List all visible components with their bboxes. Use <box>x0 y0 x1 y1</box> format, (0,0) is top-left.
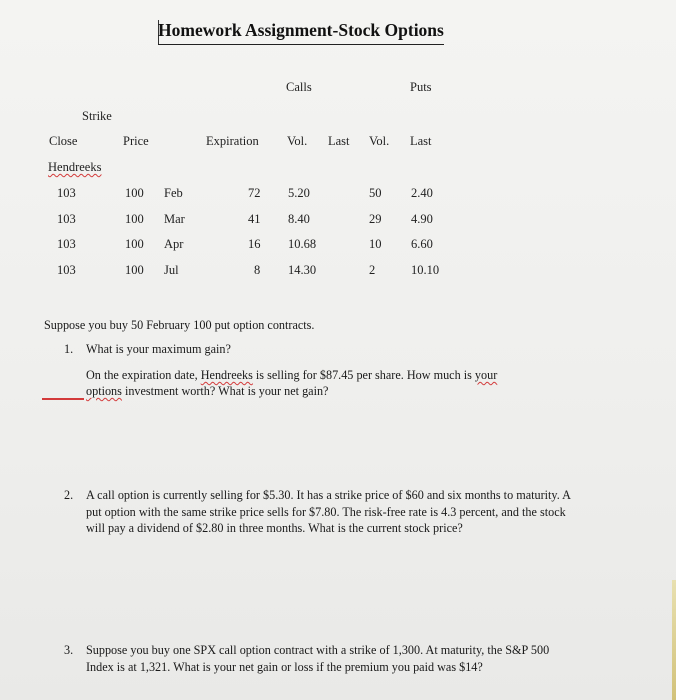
cell-call-vol: 16 <box>248 237 261 251</box>
calls-header: Calls <box>286 80 312 94</box>
cell-call-vol: 72 <box>248 186 261 200</box>
cell-close: 103 <box>57 186 76 200</box>
cell-expiration: Mar <box>164 212 185 226</box>
cell-put-vol: 2 <box>369 263 376 277</box>
puts-header: Puts <box>410 80 432 94</box>
cell-call-last: 10.68 <box>288 237 317 251</box>
question-1-text: What is your maximum gain? <box>86 342 231 356</box>
question-1-number: 1. <box>64 342 74 356</box>
cell-put-vol: 29 <box>369 212 382 226</box>
cell-call-last: 8.40 <box>288 212 310 226</box>
cell-strike: 100 <box>125 263 144 277</box>
cell-strike: 100 <box>125 237 144 251</box>
cell-put-last: 2.40 <box>411 186 433 200</box>
followup-pre: On the expiration date, <box>86 368 201 382</box>
cell-close: 103 <box>57 237 76 251</box>
page-title: Homework Assignment-Stock Options <box>158 20 444 45</box>
col-put-vol: Vol. <box>369 134 390 148</box>
cell-expiration: Feb <box>164 186 183 200</box>
question-1-followup-line-1 <box>86 367 497 384</box>
cell-close: 103 <box>57 212 76 226</box>
problem-1-intro: Suppose you buy 50 February 100 put option contracts. <box>44 318 315 332</box>
cell-expiration: Apr <box>164 237 184 251</box>
followup-rest: investment worth? What is your net gain? <box>121 384 329 398</box>
cell-put-last: 4.90 <box>411 212 433 226</box>
cell-put-vol: 50 <box>369 186 382 200</box>
cell-close: 103 <box>57 263 76 277</box>
followup-options: options <box>86 384 122 398</box>
cell-put-last: 6.60 <box>411 237 433 251</box>
col-close: Close <box>49 134 78 148</box>
col-expiration: Expiration <box>206 134 259 148</box>
followup-your: your <box>474 368 498 382</box>
cell-expiration: Jul <box>164 263 179 277</box>
problem-2-text: A call option is currently selling for $5.30. It has a strike price of $60 and six months to maturity. A put option with the same strike price sells for $7.80. The risk-free rate is 4.3 percent, and the stock will pay a dividend of $2.80 in three months. What is the current stock price? <box>86 488 571 535</box>
strike-label: Strike <box>82 109 112 123</box>
cell-put-vol: 10 <box>369 237 382 251</box>
cell-call-vol: 8 <box>254 263 261 277</box>
question-1-followup-line-2 <box>86 383 328 400</box>
col-price: Price <box>123 134 149 148</box>
problem-2-number: 2. <box>64 488 74 502</box>
cell-call-last: 14.30 <box>288 263 317 277</box>
col-call-last: Last <box>328 134 350 148</box>
company-name-text: Hendreeks <box>48 160 102 174</box>
followup-company: Hendreeks <box>200 368 253 382</box>
followup-mid: is selling for $87.45 per share. How much is <box>252 368 475 382</box>
problem-3-text: Suppose you buy one SPX call option contract with a strike of 1,300. At maturity, the S&P 500 Index is at 1,321. What is your net gain or loss if the premium you paid was $14? <box>86 643 550 674</box>
page-edge-shadow <box>672 580 676 700</box>
cell-call-last: 5.20 <box>288 186 310 200</box>
company-name <box>48 160 101 175</box>
cell-strike: 100 <box>125 212 144 226</box>
cell-put-last: 10.10 <box>411 263 440 277</box>
col-put-last: Last <box>410 134 432 148</box>
cell-call-vol: 41 <box>248 212 261 226</box>
col-call-vol: Vol. <box>287 134 308 148</box>
red-underline-mark <box>42 398 84 400</box>
cell-strike: 100 <box>125 186 144 200</box>
problem-3-number: 3. <box>64 643 74 657</box>
